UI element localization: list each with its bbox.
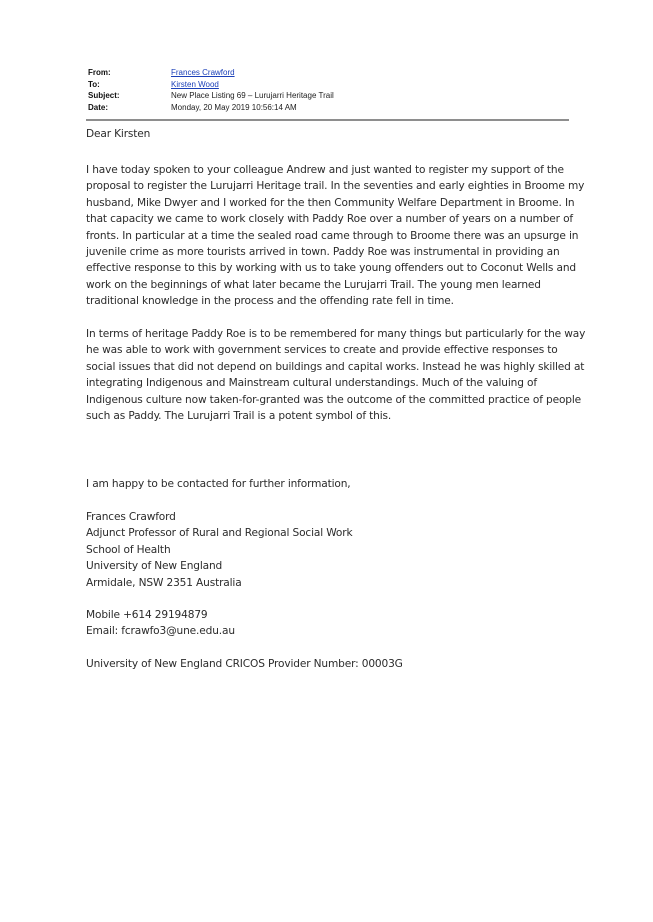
from-link[interactable]: Frances Crawford <box>171 68 235 77</box>
paragraph-line: work on the beginnings of what later became the Lurujarri Trail. The young men learned <box>86 278 541 291</box>
date-label: Date: <box>88 102 109 112</box>
paragraph-line: Indigenous culture now taken-for-granted was the outcome of the committed practice of people <box>86 393 582 406</box>
paragraph-line: In terms of heritage Paddy Roe is to be remembered for many things but particularly for the way <box>86 328 586 340</box>
paragraph-2 <box>86 326 586 424</box>
mobile-number: Mobile +614 29194879 <box>86 609 208 621</box>
contact-details <box>86 607 570 640</box>
paragraph-line: such as Paddy. The Lurujarri Trail is a potent symbol of this. <box>86 410 392 423</box>
paragraph-1 <box>86 162 585 310</box>
paragraph-line: he was able to work with government services to create and provide effective responses to <box>86 344 558 357</box>
date-row <box>88 102 570 114</box>
date-value: Monday, 20 May 2019 10:56:14 AM <box>171 102 297 112</box>
subject-value: New Place Listing 69 – Lurujarri Heritage Trail <box>171 91 334 100</box>
paragraph-line: I have today spoken to your colleague Andrew and just wanted to register my support of the <box>86 164 564 176</box>
paragraph-line: social issues that did not depend on buildings and capital works. Instead he was highly skilled at <box>86 360 585 373</box>
paragraph-line: effective response to this by working with us to take young offenders out to Coconut Wells and <box>86 262 576 275</box>
email-address: Email: fcrawfo3@une.edu.au <box>86 625 235 638</box>
to-link[interactable]: Kirsten Wood <box>171 79 219 89</box>
paragraph-line: juvenile crime as more tourists arrived in town. Paddy Roe was instrumental in providing an <box>86 246 560 259</box>
header-divider <box>86 119 569 121</box>
subject-label: Subject: <box>88 91 120 100</box>
paragraph-line: fronts. In particular at a time the sealed road came through to Broome there was an upsurge in <box>86 229 579 242</box>
to-label: To: <box>88 79 100 89</box>
email-header <box>88 67 570 113</box>
contact-line: I am happy to be contacted for further information, <box>86 478 351 490</box>
paragraph-line: that capacity we came to work closely with Paddy Roe over a number of years on a number of <box>86 213 574 226</box>
paragraph-line: proposal to register the Lurujarri Heritage trail. In the seventies and early eighties in Broome my <box>86 180 585 193</box>
paragraph-line: traditional knowledge in the process and the offending rate fell in time. <box>86 295 454 308</box>
greeting: Dear Kirsten <box>86 128 151 140</box>
signature-address: Armidale, NSW 2351 Australia <box>86 576 242 589</box>
subject-row <box>88 90 570 102</box>
signature-block <box>86 509 570 591</box>
paragraph-line: integrating Indigenous and Mainstream cultural understandings. Much of the valuing of <box>86 377 537 390</box>
from-row <box>88 67 570 79</box>
signature-school: School of Health <box>86 543 171 556</box>
signature-title: Adjunct Professor of Rural and Regional Social Work <box>86 527 353 540</box>
signature-university: University of New England <box>86 560 223 573</box>
from-label: From: <box>88 68 111 77</box>
signature-name: Frances Crawford <box>86 511 176 523</box>
to-row <box>88 79 570 91</box>
paragraph-line: husband, Mike Dwyer and I worked for the then Community Welfare Department in Broome. In <box>86 196 575 209</box>
cricos-notice: University of New England CRICOS Provider Number: 00003G <box>86 658 403 670</box>
